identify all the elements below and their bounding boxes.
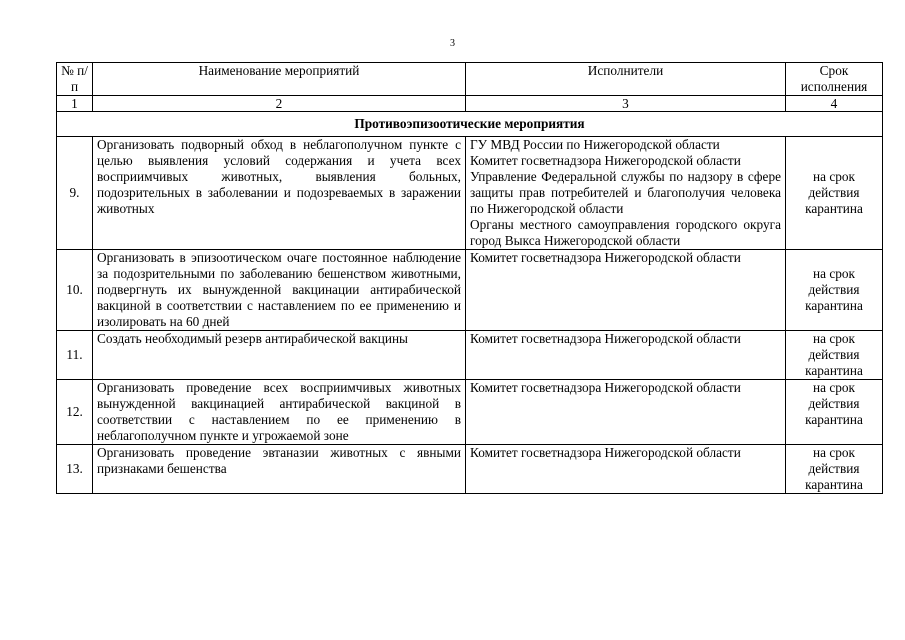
row-term: на срок действия карантина — [786, 331, 883, 380]
page-number: 3 — [450, 38, 455, 49]
column-number: 1 — [57, 96, 93, 112]
executor: ГУ МВД России по Нижегородской области — [470, 137, 720, 152]
table-row — [57, 137, 883, 250]
row-action: Организовать в эпизоотическом очаге постоянное наблюдение за подозрительными по заболеванию бешенством животными, подвергнуть их вынужденной вакцинации антирабической вакциной в соответствии с наставлением по ее применению и изолировать на 60 дней — [93, 250, 466, 331]
row-executors — [466, 137, 786, 250]
row-term: на срок действия карантина — [786, 380, 883, 445]
table-row — [57, 445, 883, 494]
measures-table — [56, 62, 883, 494]
executor: Комитет госветнадзора Нижегородской области — [470, 331, 741, 346]
table-row — [57, 250, 883, 331]
column-number: 4 — [786, 96, 883, 112]
section-title: Противоэпизоотические мероприятия — [57, 112, 883, 137]
executor: Комитет госветнадзора Нижегородской области — [470, 380, 741, 395]
row-number: 12. — [57, 380, 93, 445]
row-executors — [466, 445, 786, 494]
row-action: Организовать подворный обход в неблагополучном пункте с целью выявления условий содержания и учета всех восприимчивых животных, выявления больных, подозрительных в заболевании и подозреваемых в заражении животных — [93, 137, 466, 250]
row-executors — [466, 331, 786, 380]
row-number: 13. — [57, 445, 93, 494]
row-action: Организовать проведение всех восприимчивых животных вынужденной вакцинацией антирабической вакциной в соответствии с наставлением по ее применению в неблагополучном пункте и угрожаемой зоне — [93, 380, 466, 445]
row-action: Организовать проведение эвтаназии животных с явными признаками бешенства — [93, 445, 466, 494]
table-header-row — [57, 63, 883, 96]
row-term: на срок действия карантина — [786, 137, 883, 250]
header-executors: Исполнители — [466, 63, 786, 96]
header-num: № п/п — [57, 63, 93, 96]
section-row — [57, 112, 883, 137]
row-executors — [466, 250, 786, 331]
row-term: на срок действия карантина — [786, 250, 883, 331]
executor: Управление Федеральной службы по надзору в сфере защиты прав потребителей и благополучия человека по Нижегородской области — [470, 169, 781, 216]
table-row — [57, 331, 883, 380]
row-number: 9. — [57, 137, 93, 250]
column-number: 3 — [466, 96, 786, 112]
row-action: Создать необходимый резерв антирабической вакцины — [93, 331, 466, 380]
table-row — [57, 380, 883, 445]
row-number: 11. — [57, 331, 93, 380]
executor: Комитет госветнадзора Нижегородской области — [470, 153, 741, 168]
header-action: Наименование мероприятий — [93, 63, 466, 96]
executor: Органы местного самоуправления городского округа город Выкса Нижегородской области — [470, 217, 781, 248]
executor: Комитет госветнадзора Нижегородской области — [470, 250, 741, 265]
row-term: на срок действия карантина — [786, 445, 883, 494]
row-number: 10. — [57, 250, 93, 331]
executor: Комитет госветнадзора Нижегородской области — [470, 445, 741, 460]
row-executors — [466, 380, 786, 445]
header-term: Срок исполнения — [786, 63, 883, 96]
column-number: 2 — [93, 96, 466, 112]
column-number-row — [57, 96, 883, 112]
